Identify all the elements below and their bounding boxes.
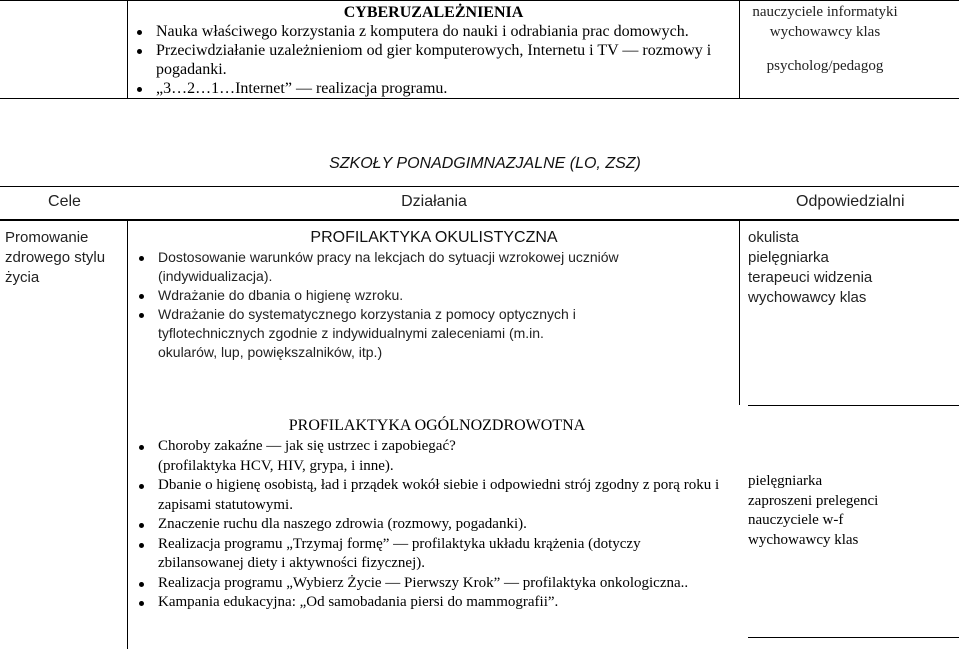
- top-table-border-top: [0, 0, 959, 1]
- responsible-item: psycholog/pedagog: [766, 58, 884, 74]
- column-header-responsible: Odpowiedzialni: [796, 193, 905, 210]
- column-divider-left: [127, 220, 128, 649]
- list-item: Dostosowanie warunków pracy na lekcjach do sytuacji wzrokowej uczniów (indywidualizacja).: [133, 248, 728, 286]
- header-border-bottom: [0, 219, 959, 221]
- responsible-item: nauczyciele w-f: [748, 512, 844, 528]
- list-item: Realizacja programu „Trzymaj formę” — profilaktyka układu krążenia (dotyczy zbilansowanej diety i aktywności fizycznej).: [133, 535, 733, 574]
- responsible-item: nauczyciele informatyki: [752, 4, 898, 20]
- responsible-item: wychowawcy klas: [748, 531, 859, 548]
- top-section-list: [131, 22, 731, 98]
- goal-cell: Promowanie zdrowego stylu życia: [5, 229, 106, 286]
- column-header-goals: Cele: [48, 193, 81, 210]
- list-item: Przeciwdziałanie uzależnieniom od gier komputerowych, Internetu i TV — rozmowy i pogadanki.: [131, 41, 731, 79]
- list-item: Kampania edukacyjna: „Od samobadania piersi do mammografii”.: [133, 593, 733, 613]
- list-item: Choroby zakaźne — jak się ustrzec i zapobiegać? (profilaktyka HCV, HIV, grypa, i inne).: [133, 437, 733, 476]
- list-item: Znaczenie ruchu dla naszego zdrowia (rozmowy, pogadanki).: [133, 515, 733, 535]
- eye-section-title: PROFILAKTYKA OKULISTYCZNA: [310, 229, 558, 246]
- top-section-title: CYBERUZALEŻNIENIA: [343, 4, 524, 21]
- responsible-item: pielęgniarka: [748, 473, 823, 489]
- health-responsible-cell: [748, 472, 948, 550]
- column-divider-right: [739, 220, 740, 405]
- health-section-list: [133, 437, 733, 613]
- responsible-rule-top: [748, 405, 959, 406]
- list-item: Dbanie o higienę osobistą, ład i prządek wokół siebie i odpowiedni strój zgodny z porą roku i zapisami statutowymi.: [133, 476, 733, 515]
- eye-section-list: [133, 248, 728, 362]
- list-item: Wdrażanie do dbania o higienę wzroku.: [133, 286, 728, 305]
- top-table-border-bottom: [0, 98, 959, 99]
- header-border-top: [0, 186, 959, 187]
- responsible-rule-bottom: [748, 637, 959, 638]
- list-item: Wdrażanie do systematycznego korzystania z pomocy optycznych i tyflotechnicznych zgodnie z indywidualnymi zaleceniami (m.in. okularów, lup, powiększalników, itp.): [133, 305, 728, 362]
- column-header-actions: Działania: [401, 193, 467, 210]
- responsible-item: wychowawcy klas: [748, 289, 867, 306]
- section-heading: SZKOŁY PONADGIMNAZJALNE (LO, ZSZ): [329, 155, 641, 172]
- responsible-item: zaproszeni prelegenci: [748, 492, 879, 509]
- list-item: „3…2…1…Internet” — realizacja programu.: [131, 79, 731, 98]
- responsible-item: wychowawcy klas: [769, 24, 881, 40]
- health-section-title: PROFILAKTYKA OGÓLNOZDROWOTNA: [288, 417, 586, 434]
- responsible-item: pielęgniarka: [748, 249, 829, 266]
- eye-responsible-cell: [748, 228, 948, 308]
- responsible-item: terapeuci widzenia: [748, 269, 873, 286]
- top-responsible-cell: [740, 2, 910, 76]
- list-item: Realizacja programu „Wybierz Życie — Pierwszy Krok” — profilaktyka onkologiczna..: [133, 574, 733, 594]
- list-item: Nauka właściwego korzystania z komputera do nauki i odrabiania prac domowych.: [131, 22, 731, 41]
- responsible-item: okulista: [748, 229, 799, 246]
